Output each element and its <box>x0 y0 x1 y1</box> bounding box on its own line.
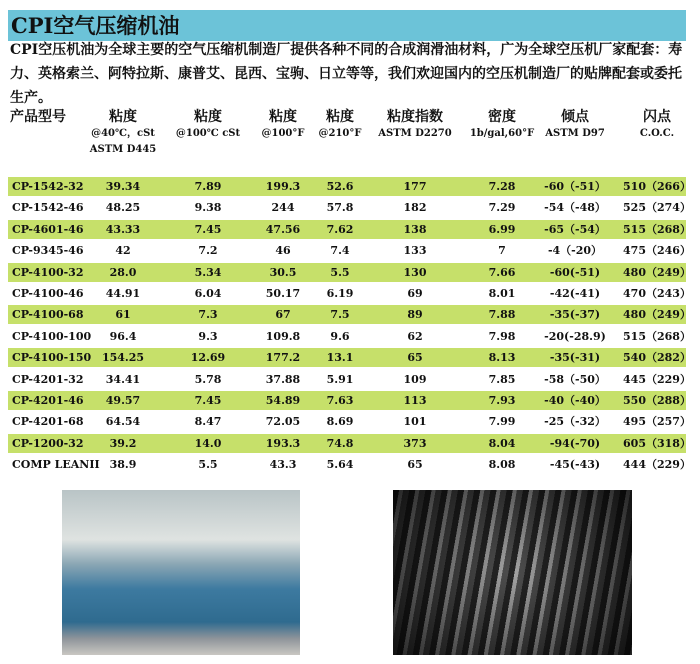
table-cell: CP-4100-32 <box>12 265 84 279</box>
table-cell: 28.0 <box>109 265 137 279</box>
table-cell: 48.25 <box>105 201 141 215</box>
table-cell: 7.93 <box>488 394 516 407</box>
table-cell: -60(-51) <box>549 265 601 279</box>
header-unit: @100°F <box>261 128 305 139</box>
table-cell: 445（229） <box>623 372 691 386</box>
table-cell: -65（-54） <box>544 222 606 236</box>
table-cell: 7.28 <box>488 180 516 193</box>
table-cell: CP-9345-46 <box>12 244 84 258</box>
table-row <box>8 177 691 196</box>
header-label: 粘度 <box>194 109 222 125</box>
table-cell: 8.69 <box>326 415 354 429</box>
table-cell: 6.04 <box>194 287 222 300</box>
table-cell: COMP LEANII <box>12 458 100 472</box>
header-unit: ASTM D97 <box>545 128 605 139</box>
table-cell: 113 <box>403 394 427 407</box>
table-cell: 5.91 <box>326 372 354 386</box>
table-cell: 5.5 <box>330 265 350 279</box>
table-cell: 7.29 <box>488 201 516 215</box>
table-row <box>8 284 691 303</box>
table-cell: 177 <box>403 180 427 193</box>
table-cell: 9.6 <box>330 329 350 343</box>
table-cell: 138 <box>403 222 427 236</box>
table-cell: 52.6 <box>326 180 354 193</box>
table-cell: 65 <box>407 458 423 472</box>
table-cell: 8.04 <box>488 436 516 450</box>
table-cell: 44.91 <box>105 287 141 300</box>
table-cell: 74.8 <box>326 436 354 450</box>
table-cell: 13.1 <box>326 351 354 365</box>
header-unit: @40℃，cSt ASTM D445 <box>89 128 157 155</box>
table-cell: 109 <box>403 372 427 386</box>
table-cell: 5.64 <box>326 458 354 472</box>
table-cell: 30.5 <box>269 265 297 279</box>
table-cell: -25（-32） <box>544 415 606 429</box>
table-cell: 154.25 <box>101 351 145 365</box>
compressor-photo <box>62 490 300 655</box>
header-unit: 1b/gal,60°F <box>469 128 535 139</box>
table-row <box>8 220 691 239</box>
header-label: 粘度 <box>109 109 137 125</box>
header-label: 倾点 <box>561 109 589 125</box>
table-cell: -58（-50） <box>544 372 606 386</box>
table-cell: 8.47 <box>194 415 222 429</box>
intro-paragraph: CPI空压机油为全球主要的空气压缩机制造厂提供各种不同的合成润滑油材料，广为全球空压机厂家配套：寿力、英格索兰、阿特拉斯、康普艾、昆西、宝驹、日立等等，我们欢迎国内的空压机制造厂的贴牌配套或委托生产。 <box>10 42 683 106</box>
table-cell: 7.2 <box>198 244 218 258</box>
table-row <box>8 455 691 474</box>
table-cell: 510（266） <box>623 180 691 193</box>
table-cell: 7.45 <box>194 394 222 407</box>
table-cell: 373 <box>403 436 427 450</box>
table-cell: 39.34 <box>105 180 141 193</box>
table-cell: 89 <box>407 308 423 322</box>
table-cell: 14.0 <box>194 436 222 450</box>
table-row <box>8 241 691 260</box>
table-cell: 7.66 <box>488 265 516 279</box>
table-cell: CP-1200-32 <box>12 436 84 450</box>
table-cell: 65 <box>407 351 423 365</box>
table-cell: 5.78 <box>194 372 222 386</box>
table-cell: 7.45 <box>194 222 222 236</box>
table-cell: 8.13 <box>488 351 516 365</box>
table-cell: -35(-37) <box>549 308 601 322</box>
header-label: 粘度 <box>326 109 354 125</box>
table-cell: 64.54 <box>105 415 141 429</box>
table-cell: 67 <box>275 308 291 322</box>
table-row <box>8 348 691 367</box>
table-cell: 43.3 <box>269 458 297 472</box>
table-cell: 525（274） <box>623 201 691 215</box>
header-label: 闪点 <box>643 109 671 125</box>
column-header <box>607 108 700 142</box>
table-row <box>8 370 691 389</box>
table-cell: 42 <box>115 244 131 258</box>
table-cell: 480（249） <box>623 265 691 279</box>
header-label: 粘度指数 <box>387 109 443 125</box>
table-cell: 49.57 <box>105 394 141 407</box>
table-cell: 69 <box>407 287 423 300</box>
table-cell: 46 <box>275 244 291 258</box>
table-cell: 109.8 <box>265 329 301 343</box>
table-cell: CP-4201-46 <box>12 394 84 407</box>
table-cell: 9.3 <box>198 329 218 343</box>
table-cell: CP-1542-32 <box>12 180 84 193</box>
header-unit: @100℃ cSt <box>175 128 241 139</box>
table-cell: 7.3 <box>198 308 218 322</box>
table-cell: 72.05 <box>265 415 301 429</box>
table-cell: CP-4601-46 <box>12 222 84 236</box>
table-cell: 7.62 <box>326 222 354 236</box>
table-cell: CP-4201-68 <box>12 415 84 429</box>
table-cell: -40（-40） <box>544 394 606 407</box>
table-cell: 7.89 <box>194 180 222 193</box>
table-cell: 9.38 <box>194 201 222 215</box>
table-cell: -4（-20） <box>547 244 603 258</box>
table-row <box>8 263 691 282</box>
table-cell: 6.19 <box>326 287 354 300</box>
table-cell: CP-4201-32 <box>12 372 84 386</box>
table-cell: -35(-31) <box>549 351 601 365</box>
header-unit: @210°F <box>318 128 362 139</box>
table-cell: 7.98 <box>488 329 516 343</box>
table-cell: 7.99 <box>488 415 516 429</box>
gears-photo <box>393 490 632 655</box>
table-cell: -94(-70) <box>549 436 601 450</box>
table-cell: 96.4 <box>109 329 137 343</box>
table-cell: CP-4100-68 <box>12 308 84 322</box>
header-unit: C.O.C. <box>639 128 675 139</box>
table-cell: 7.85 <box>488 372 516 386</box>
table-cell: 37.88 <box>265 372 301 386</box>
header-label: 粘度 <box>269 109 297 125</box>
table-cell: 43.33 <box>105 222 141 236</box>
table-cell: 8.01 <box>488 287 516 300</box>
column-header <box>10 108 66 126</box>
table-cell: 7.88 <box>488 308 516 322</box>
table-cell: 47.56 <box>265 222 301 236</box>
table-cell: CP-4100-46 <box>12 287 84 300</box>
table-cell: 475（246） <box>623 244 691 258</box>
table-cell: 130 <box>403 265 427 279</box>
table-row <box>8 391 691 410</box>
table-cell: 38.9 <box>109 458 137 472</box>
table-cell: 7 <box>498 244 506 258</box>
table-cell: 515（268） <box>623 329 691 343</box>
table-cell: -42(-41) <box>549 287 601 300</box>
table-row <box>8 412 691 431</box>
table-cell: 244 <box>271 201 295 215</box>
table-row <box>8 305 691 324</box>
table-cell: 5.5 <box>198 458 218 472</box>
table-cell: -60（-51） <box>544 180 606 193</box>
header-label: 产品型号 <box>10 109 66 125</box>
table-row <box>8 327 691 346</box>
table-cell: 101 <box>403 415 427 429</box>
table-cell: 177.2 <box>265 351 301 365</box>
table-cell: 12.69 <box>190 351 226 365</box>
table-cell: 495（257） <box>623 415 691 429</box>
table-cell: 550（288） <box>623 394 691 407</box>
table-cell: CP-1542-46 <box>12 201 84 215</box>
table-row <box>8 434 691 453</box>
table-cell: 470（243） <box>623 287 691 300</box>
table-cell: 54.89 <box>265 394 301 407</box>
table-cell: 6.99 <box>488 222 516 236</box>
header-unit: ASTM D2270 <box>378 128 452 139</box>
table-cell: CP-4100-100 <box>12 329 92 343</box>
table-cell: 7.4 <box>330 244 350 258</box>
table-cell: 444（229） <box>623 458 691 472</box>
table-cell: -45(-43) <box>549 458 601 472</box>
table-cell: 480（249） <box>623 308 691 322</box>
table-cell: 8.08 <box>488 458 516 472</box>
table-cell: 193.3 <box>265 436 301 450</box>
table-cell: -20(-28.9) <box>544 329 606 343</box>
table-cell: 133 <box>403 244 427 258</box>
table-cell: CP-4100-150 <box>12 351 92 365</box>
table-cell: 5.34 <box>194 265 222 279</box>
table-cell: 7.63 <box>326 394 354 407</box>
table-cell: 34.41 <box>105 372 141 386</box>
table-cell: 182 <box>403 201 427 215</box>
page-title: CPI空气压缩机油 <box>8 10 686 41</box>
table-cell: 50.17 <box>265 287 301 300</box>
table-cell: 199.3 <box>265 180 301 193</box>
table-cell: 57.8 <box>326 201 354 215</box>
table-cell: 39.2 <box>109 436 137 450</box>
table-cell: 540（282） <box>623 351 691 365</box>
column-header <box>365 108 465 142</box>
table-row <box>8 198 691 217</box>
table-cell: 7.5 <box>330 308 350 322</box>
table-cell: 62 <box>407 329 423 343</box>
header-label: 密度 <box>488 109 516 125</box>
table-cell: 61 <box>115 308 131 322</box>
table-cell: -54（-48） <box>544 201 606 215</box>
table-cell: 515（268） <box>623 222 691 236</box>
table-cell: 605（318） <box>623 436 691 450</box>
